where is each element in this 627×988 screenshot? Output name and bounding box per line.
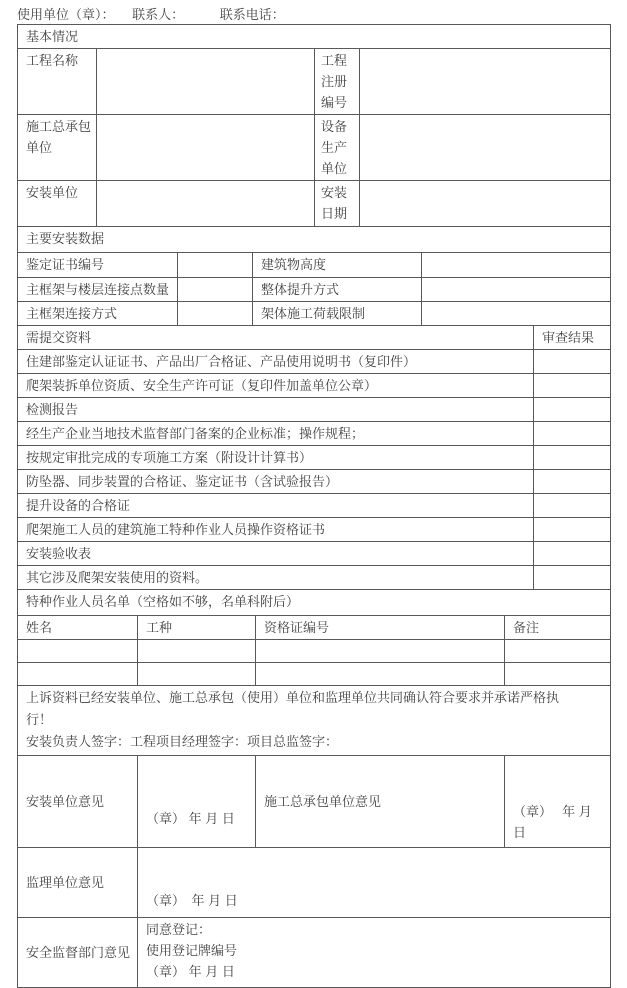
review-result-cell bbox=[534, 494, 611, 518]
material-item: 其它涉及爬架安装使用的资料。 bbox=[18, 566, 534, 590]
use-unit-label: 使用单位（章）： bbox=[17, 7, 115, 22]
form-header-line bbox=[17, 4, 627, 24]
materials-table bbox=[17, 325, 611, 590]
safety-dept-opinion-label: 安全监督部门意见 bbox=[18, 918, 138, 988]
review-result-header: 审查结果 bbox=[534, 326, 611, 350]
basic-info-table bbox=[17, 24, 611, 227]
personnel-name-cell bbox=[18, 663, 138, 686]
contractor-opinion-label: 施工总承包单位意见 bbox=[256, 756, 505, 848]
review-result-cell bbox=[534, 518, 611, 542]
contractor-stamp-cell: （章） 年 月 日 bbox=[505, 756, 611, 848]
personnel-cert-cell bbox=[256, 640, 505, 663]
review-result-cell bbox=[534, 446, 611, 470]
safety-agree-line: 同意登记： bbox=[146, 922, 212, 937]
review-result-cell bbox=[534, 398, 611, 422]
supervisor-stamp-cell: （章） 年 月 日 bbox=[138, 848, 611, 918]
review-result-cell bbox=[534, 566, 611, 590]
material-item: 经生产企业当地技术监督部门备案的企业标准；操作规程； bbox=[18, 422, 534, 446]
building-height-value-cell bbox=[422, 253, 611, 278]
material-item: 防坠器、同步装置的合格证、鉴定证书（含试验报告） bbox=[18, 470, 534, 494]
personnel-remark-cell bbox=[505, 663, 611, 686]
personnel-name-cell bbox=[18, 640, 138, 663]
col-header-name: 姓名 bbox=[18, 616, 138, 640]
material-item: 提升设备的合格证 bbox=[18, 494, 534, 518]
install-unit-value-cell bbox=[97, 181, 315, 227]
contact-person-label: 联系人： bbox=[132, 7, 185, 22]
lift-method-label: 整体提升方式 bbox=[253, 278, 422, 302]
safety-reg-no-line: 使用登记牌编号 bbox=[146, 943, 238, 958]
frame-connection-count-value-cell bbox=[178, 278, 253, 302]
equipment-maker-value-cell bbox=[360, 115, 611, 181]
general-contractor-value-cell bbox=[97, 115, 315, 181]
frame-connection-type-value-cell bbox=[178, 302, 253, 326]
frame-connection-count-label: 主框架与楼层连接点数量 bbox=[18, 278, 178, 302]
project-name-value-cell bbox=[97, 49, 315, 115]
install-data-table bbox=[17, 226, 611, 326]
confirmation-signature-line: 安装负责人签字：工程项目经理签字：项目总监签字： bbox=[26, 734, 339, 749]
personnel-trade-cell bbox=[138, 640, 256, 663]
opinions-table bbox=[17, 847, 611, 988]
project-reg-no-value-cell bbox=[360, 49, 611, 115]
col-header-remark: 备注 bbox=[505, 616, 611, 640]
material-item: 爬架施工人员的建筑施工特种作业人员操作资格证书 bbox=[18, 518, 534, 542]
personnel-remark-cell bbox=[505, 640, 611, 663]
install-data-section-title: 主要安装数据 bbox=[18, 227, 611, 253]
personnel-trade-cell bbox=[138, 663, 256, 686]
confirmation-line: 上诉资料已经安装单位、施工总承包（使用）单位和监理单位共同确认符合要求并承诺严格执 bbox=[26, 690, 560, 705]
personnel-section-title: 特种作业人员名单（空格如不够，名单科附后） bbox=[18, 590, 611, 616]
install-date-value-cell bbox=[360, 181, 611, 227]
review-result-cell bbox=[534, 422, 611, 446]
safety-dept-opinion-cell bbox=[138, 918, 611, 988]
contact-phone-label: 联系电话： bbox=[219, 7, 285, 22]
cert-no-value-cell bbox=[178, 253, 253, 278]
col-header-trade: 工种 bbox=[138, 616, 256, 640]
personnel-cert-cell bbox=[256, 663, 505, 686]
frame-connection-type-label: 主框架连接方式 bbox=[18, 302, 178, 326]
load-limit-value-cell bbox=[422, 302, 611, 326]
personnel-table bbox=[17, 589, 611, 848]
material-item: 住建部鉴定认证证书、产品出厂合格证、产品使用说明书（复印件） bbox=[18, 350, 534, 374]
install-unit-stamp-cell: （章） 年 月 日 bbox=[138, 756, 256, 848]
confirmation-line: 行！ bbox=[26, 712, 53, 727]
supervisor-opinion-label: 监理单位意见 bbox=[18, 848, 138, 918]
install-date-label: 安装日期 bbox=[315, 181, 360, 227]
load-limit-label: 架体施工荷载限制 bbox=[253, 302, 422, 326]
install-unit-opinion-label: 安装单位意见 bbox=[18, 756, 138, 848]
basic-section-title: 基本情况 bbox=[18, 25, 611, 49]
materials-header: 需提交资料 bbox=[18, 326, 534, 350]
lift-method-value-cell bbox=[422, 278, 611, 302]
material-item: 按规定审批完成的专项施工方案（附设计计算书） bbox=[18, 446, 534, 470]
install-unit-label: 安装单位 bbox=[18, 181, 97, 227]
review-result-cell bbox=[534, 542, 611, 566]
review-result-cell bbox=[534, 350, 611, 374]
review-result-cell bbox=[534, 470, 611, 494]
review-result-cell bbox=[534, 374, 611, 398]
general-contractor-label: 施工总承包单位 bbox=[18, 115, 97, 181]
confirmation-statement bbox=[18, 686, 611, 756]
safety-stamp-line: （章） 年 月 日 bbox=[146, 964, 235, 979]
material-item: 爬架装拆单位资质、安全生产许可证（复印件加盖单位公章） bbox=[18, 374, 534, 398]
project-reg-no-label: 工程注册编号 bbox=[315, 49, 360, 115]
col-header-cert-no: 资格证编号 bbox=[256, 616, 505, 640]
equipment-maker-label: 设备生产单位 bbox=[315, 115, 360, 181]
cert-no-label: 鉴定证书编号 bbox=[18, 253, 178, 278]
project-name-label: 工程名称 bbox=[18, 49, 97, 115]
material-item: 安装验收表 bbox=[18, 542, 534, 566]
material-item: 检测报告 bbox=[18, 398, 534, 422]
building-height-label: 建筑物高度 bbox=[253, 253, 422, 278]
